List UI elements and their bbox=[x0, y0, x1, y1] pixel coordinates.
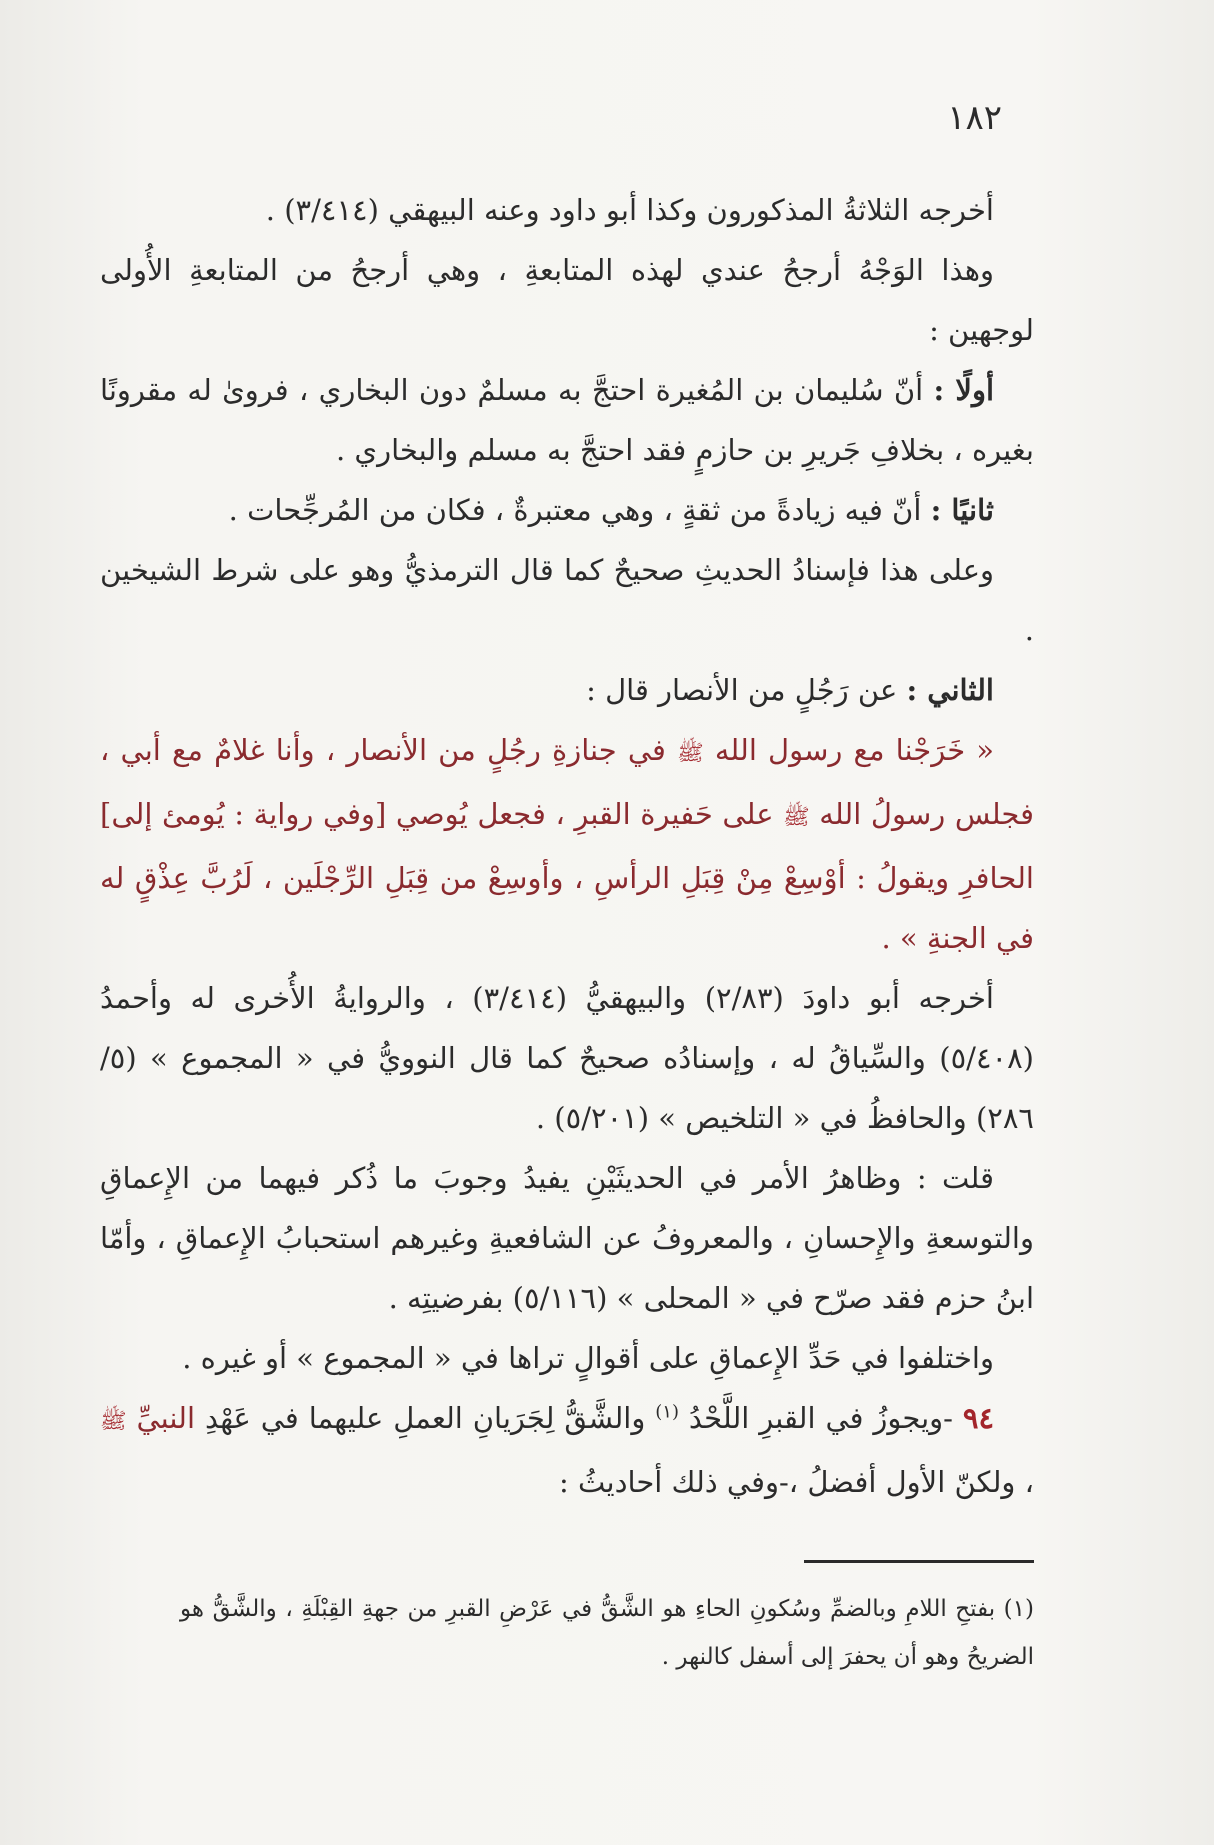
hadith-text-2: في جنازةِ رجُلٍ من الأنصار ، وأنا غلامٌ مع أبي ، فجلس رسولُ الله bbox=[100, 733, 1034, 831]
salutation-glyph: ﷺ bbox=[677, 741, 704, 766]
section-text-3: ، ولكنّ الأول أفضلُ ،-وفي ذلك أحاديثُ : bbox=[559, 1465, 1034, 1499]
paragraph-11 bbox=[100, 1388, 1034, 1512]
paragraph-10: واختلفوا في حَدِّ الإِعماقِ على أقوالٍ تراها في « المجموع » أو غيره . bbox=[182, 1341, 994, 1375]
page-body bbox=[100, 180, 1034, 1512]
section-text-2: والشَّقُّ لِجَرَيانِ العملِ عليهما في عَهْدِ bbox=[204, 1401, 646, 1435]
footnote-divider bbox=[804, 1560, 1034, 1563]
paragraph-2: وهذا الوَجْهُ أرجحُ عندي لهذه المتابعةِ ، وهي أرجحُ من المتابعةِ الأُولى لوجهين : bbox=[100, 253, 1034, 347]
hadith-quote bbox=[100, 720, 1034, 968]
footnote-1: (١) بفتحِ اللامِ وبالضمِّ وسُكونِ الحاءِ هو الشَّقُّ في عَرْضِ القبرِ من جهةِ القِبْلَةِ ، والشَّقُّ هو الضريحُ وهو أن يحفرَ إلى أسفل كالنهر . bbox=[180, 1596, 1034, 1670]
paragraph-8: أخرجه أبو داودَ (٢/٨٣) والبيهقيُّ (٣/٤١٤) ، والروايةُ الأُخرى له وأحمدُ (٥/٤٠٨) والسِّياقُ له ، وإسنادُه صحيحٌ كما قال النوويُّ في « المجموع » (٥/ ٢٨٦) والحافظُ في « التلخيص » (٥/٢٠١) . bbox=[100, 981, 1034, 1135]
second-reason-label: ثانيًا : bbox=[930, 493, 994, 527]
hadith-text-1: « خَرَجْنا مع رسول الله bbox=[714, 733, 995, 767]
paragraph-6 bbox=[100, 660, 1034, 720]
first-reason-label: أولًا : bbox=[933, 373, 995, 407]
section-number: ٩٤ bbox=[962, 1401, 995, 1435]
paragraph-5: وعلى هذا فإسنادُ الحديثِ صحيحٌ كما قال الترمذيُّ وهو على شرط الشيخين . bbox=[100, 553, 1034, 647]
page-number: ١٨٢ bbox=[947, 98, 1002, 138]
footnote-reference: (١) bbox=[655, 1401, 679, 1423]
salutation-glyph: ﷺ bbox=[783, 805, 810, 830]
paragraph-4 bbox=[100, 480, 1034, 540]
paragraph-1: أخرجه الثلاثةُ المذكورون وكذا أبو داود وعنه البيهقي (٣/٤١٤) . bbox=[265, 193, 994, 227]
second-reason-text: أنّ فيه زيادةً من ثقةٍ ، وهي معتبرةٌ ، فكان من المُرجِّحات . bbox=[228, 493, 922, 527]
paragraph-3 bbox=[100, 360, 1034, 480]
paragraph-9: قلت : وظاهرُ الأمر في الحديثَيْنِ يفيدُ وجوبَ ما ذُكر فيهما من الإِعماقِ والتوسعةِ والإِحسانِ ، والمعروفُ عن الشافعيةِ وغيرهم استحبابُ الإِعماقِ ، وأمّا ابنُ حزم فقد صرّح في « المحلى » (٥/١١٦) بفرضيتِه . bbox=[100, 1161, 1034, 1315]
second-hadith-label: الثاني : bbox=[906, 673, 994, 707]
second-hadith-intro: عن رَجُلٍ من الأنصار قال : bbox=[586, 673, 898, 707]
hadith-text-3: على حَفيرة القبرِ ، فجعل يُوصي [وفي رواية : يُومئ إلى] الحافرِ ويقولُ : أوْسِعْ مِنْ قِبَلِ الرأسِ ، وأوسِعْ من قِبَلِ الرِّجْلَين ، لَرُبَّ عِذْقٍ له في الجنةِ » . bbox=[100, 797, 1034, 955]
section-text-1: -ويجوزُ في القبرِ اللَّحْدُ bbox=[688, 1401, 953, 1435]
footnotes bbox=[180, 1585, 1034, 1681]
salutation-glyph: ﷺ bbox=[100, 1409, 127, 1434]
first-reason-text: أنّ سُليمان بن المُغيرة احتجَّ به مسلمٌ دون البخاري ، فروىٰ له مقرونًا بغيره ، بخلافِ جَريرِ بن حازمٍ فقد احتجَّ به مسلم والبخاري . bbox=[100, 373, 1034, 467]
section-text-nabi: النبيِّ bbox=[136, 1401, 196, 1435]
